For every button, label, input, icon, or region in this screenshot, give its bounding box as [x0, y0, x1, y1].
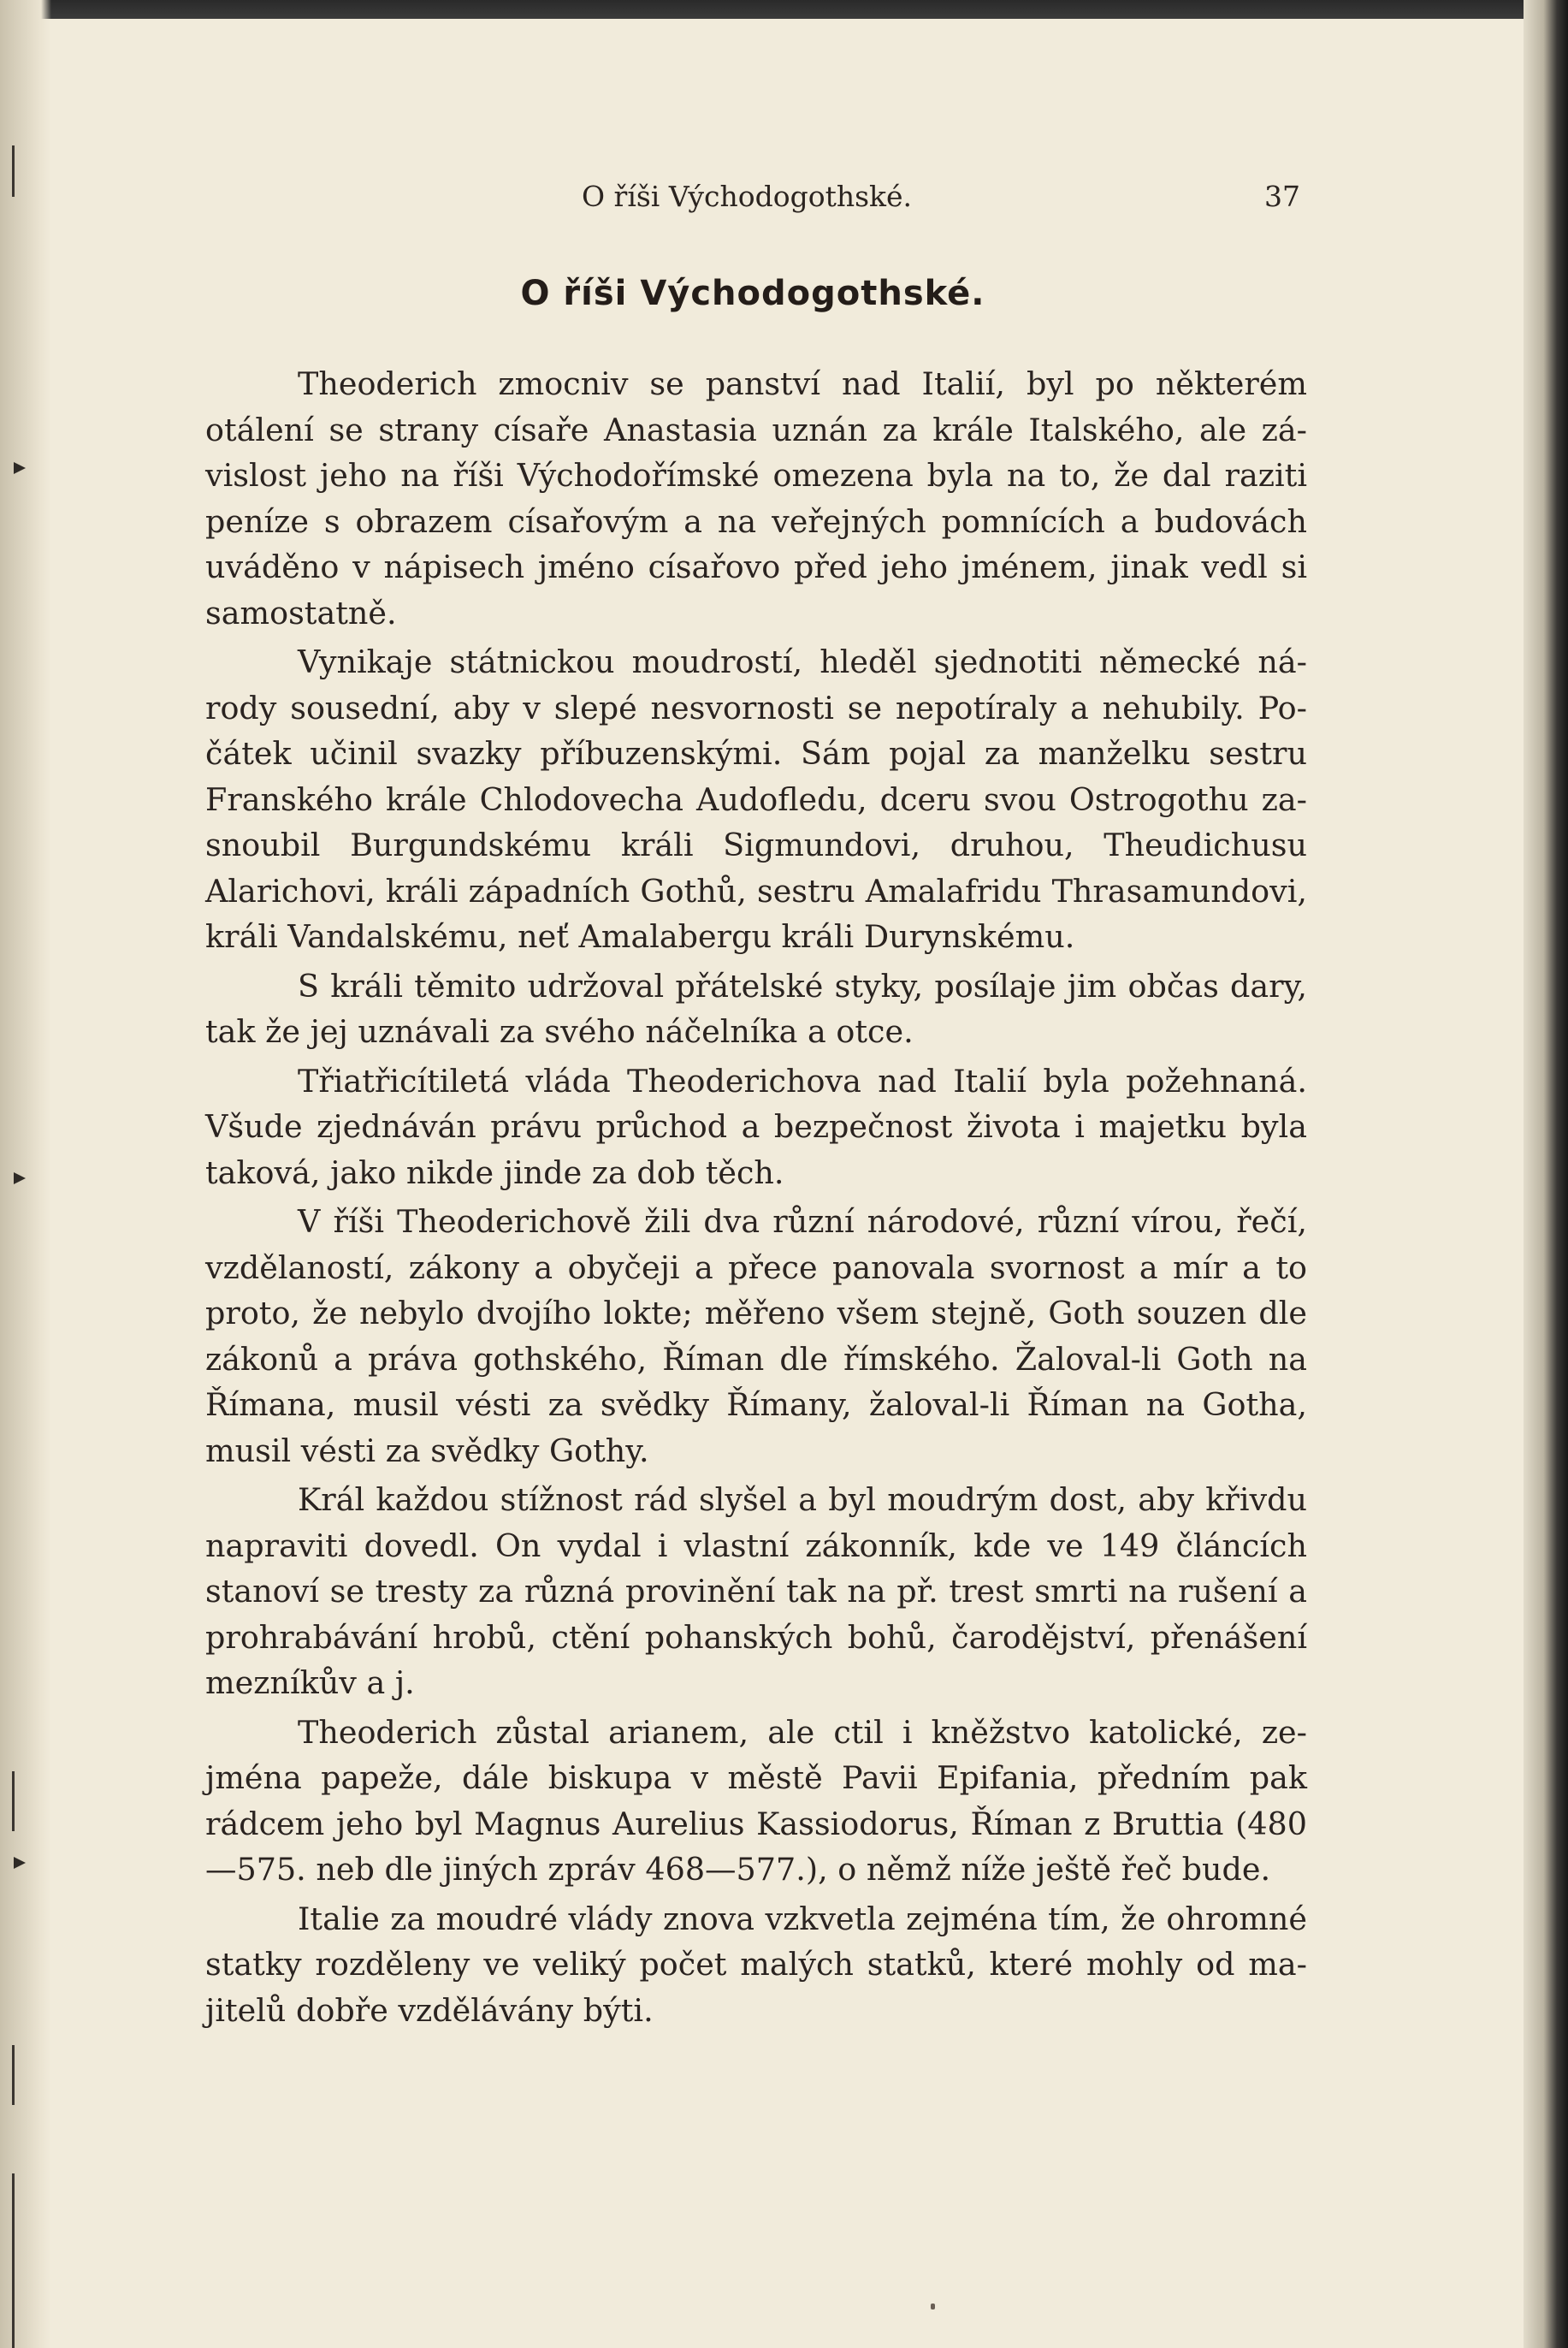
paper-speck: [931, 2304, 935, 2309]
chapter-title: O říši Východogothské.: [520, 274, 985, 313]
scan-top-edge: [0, 0, 1568, 19]
binding-notch: [14, 462, 26, 474]
paragraph: V říši Theoderichově žili dva různí národové, různí vírou, řečí, vzdělaností, zákony a obyčeji a přece panovala svornost a mír a to proto, že nebylo dvojího lokte; měřeno všem stejně, Goth souzen dle zákonů a práva gothského, Říman dle římského. Žaloval-li Goth na Římana, musil vésti za svědky Římany, žaloval-li Říman na Gotha, musil vésti za svědky Gothy.: [205, 1203, 1307, 1469]
binding-notch: [14, 1172, 26, 1184]
paragraph: Theoderich zůstal arianem, ale ctil i kněžstvo katolické, zejména papeže, dále biskupa v městě Pavii Epifania, předním pak rádcem jeho byl Magnus Aurelius Kassiodorus, Říman z Bruttia (480—575. neb dle jiných zpráv 468—577.), o němž níže ještě řeč bude.: [205, 1713, 1307, 1888]
binding-mark: [12, 2045, 15, 2105]
binding-mark: [12, 1771, 15, 1831]
running-title: O říši Východogothské.: [582, 180, 913, 213]
scan-right-edge: [1524, 0, 1568, 2348]
paragraph: Třiatřicítiletá vláda Theoderichova nad Italií byla požehnaná. Všude zjednáván právu průchod a bezpečnost života i majetku byla taková, jako nikde jinde za dob těch.: [205, 1062, 1307, 1191]
binding-notch: [14, 1857, 26, 1869]
paragraph: Vynikaje státnickou moudrostí, hleděl sjednotiti německé národy sousední, aby v slepé nesvornosti se nepotíraly a nehubily. Počátek učinil svazky příbuzenskými. Sám pojal za manželku sestru Franského krále Chlodovecha Audofledu, dceru svou Ostrogothu zasnoubil Burgundskému králi Sigmundovi, druhou, Theudichusu Alarichovi, králi západních Gothů, sestru Amalafridu Thrasamundovi, králi Vandalskému, neť Amalabergu králi Durynskému.: [205, 643, 1307, 955]
paragraph: Theoderich zmocniv se panství nad Italií, byl po některém otálení se strany císaře Anastasia uznán za krále Italského, ale závislost jeho na říši Východořímské omezena byla na to, že dal raziti peníze s obrazem císařovým a na veřejných pomnících a budovách uváděno v nápisech jméno císařovo před jeho jménem, jinak vedl si samostatně.: [205, 365, 1307, 631]
paragraph: Italie za moudré vlády znova vzkvetla zejména tím, že ohromné statky rozděleny ve veliký počet malých statků, které mohly od majitelů dobře vzdělávány býti.: [205, 1900, 1307, 2029]
binding-gutter: [0, 0, 51, 2348]
running-header: [205, 180, 1300, 222]
body-text: [205, 361, 1307, 2037]
binding-mark: [12, 145, 15, 197]
paragraph: Král každou stížnost rád slyšel a byl moudrým dost, aby křivdu napraviti dovedl. On vydal i vlastní zákonník, kde ve 149 článcích stanoví se tresty za různá provinění tak na př. trest smrti na rušení a prohrabávání hrobů, ctění pohanských bohů, čarodějství, přenášení mezníkův a j.: [205, 1481, 1307, 1701]
binding-mark: [12, 2173, 15, 2348]
page-number: 37: [1264, 180, 1300, 213]
paragraph: S králi těmito udržoval přátelské styky, posílaje jim občas dary, tak že jej uznávali za svého náčelníka a otce.: [205, 967, 1307, 1050]
